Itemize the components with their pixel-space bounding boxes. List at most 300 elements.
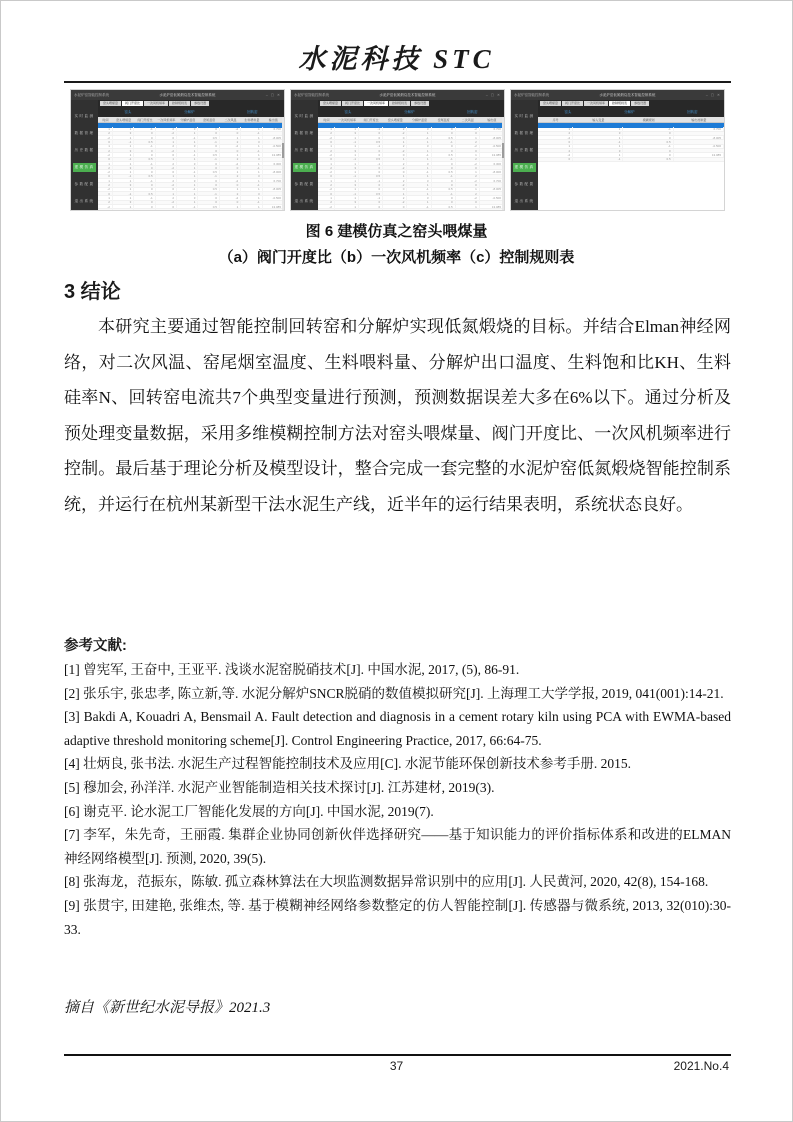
table-cell: -1 <box>177 153 198 157</box>
table-cell: 0 <box>198 200 219 204</box>
reference-item: [2] 张乐宇, 张忠孝, 陈立新,等. 水泥分解炉SNCR脱硝的数值模拟研究[J]. 上海理工大学学报, 2019, 041(001):14-21. <box>64 685 724 701</box>
table-cell: 1 <box>383 192 407 196</box>
table-cell: 1 <box>335 153 359 157</box>
tab-4: 控制规则表 <box>609 101 630 106</box>
table-cell: 1 <box>177 174 198 178</box>
table-cell: -1 <box>623 144 673 148</box>
table-cell <box>156 209 177 210</box>
table-cell: 0 <box>432 200 456 204</box>
table-cell: 1 <box>538 144 573 148</box>
table-cell: 0 <box>432 127 456 131</box>
sidebar-item: 退出系统 <box>294 199 315 203</box>
group-label: 分解炉 <box>183 110 195 114</box>
table-cell: 13.085 <box>480 205 504 209</box>
column-header: 二次风温 <box>461 117 474 122</box>
table-cell: 1 <box>456 136 480 140</box>
conclusion-paragraph: 本研究主要通过智能控制回转窑和分解炉实现低氮煅烧的目标。并结合Elman神经网络，对二次风温、窑尾烟室温度、生料喂料量、分解炉出口温度、生料饱和比KH、生料硅率N、回转窑电流共7个典型变量进行预测，预测数据误差大多在6%以下。通过分析及预处理变量数据，采用多维模糊控制方法对窑头喂煤量、阀门开度比、一次风机频率进行控制。最后基于理论分析及模型设计，整合完成一套完整的水泥炉窑低氮煅烧智能控制系统，并运行在杭州某新型干法水泥生产线，近半年的运行结果表明，系统状态良好。 <box>64 317 731 514</box>
table-cell: 1 <box>241 153 262 157</box>
table-cell: 0 <box>318 157 335 161</box>
table-cell: -1 <box>198 157 219 161</box>
table-cell: 0.5 <box>359 174 383 178</box>
table-cell: 2 <box>220 157 241 161</box>
table-cell: 1 <box>241 179 262 183</box>
table-cell: 0 <box>432 144 456 148</box>
sidebar-item: 历史数据 <box>294 148 315 152</box>
table-cell: -1 <box>241 166 262 170</box>
table-cell: 1 <box>220 187 241 191</box>
table-cell: 0 <box>220 149 241 153</box>
table-cell: 1 <box>113 187 134 191</box>
table-cell: 0 <box>359 187 383 191</box>
table-cell: 1 <box>98 179 113 183</box>
table-cell: 2 <box>98 166 113 170</box>
table-cell: 3 <box>113 200 134 204</box>
table-cell: -1 <box>177 136 198 140</box>
table-cell: 0 <box>134 205 155 209</box>
table-cell: -1 <box>134 144 155 148</box>
table-cell: 2 <box>318 183 335 187</box>
sidebar-item: 退出系统 <box>74 199 95 203</box>
titlebar-app-label: 水泥炉窑智能控制系统 <box>294 92 329 97</box>
sidebar-item: 建模仿真 <box>513 163 536 172</box>
tab-3: 一次风机频率 <box>364 101 388 106</box>
group-label: 窑头 <box>124 110 132 114</box>
table-cell: -1 <box>335 192 359 196</box>
table-cell: 0.5 <box>432 205 456 209</box>
table-cell: 1 <box>241 205 262 209</box>
table-cell: 3 <box>113 183 134 187</box>
sidebar-item: 数据管理 <box>74 131 95 135</box>
table-cell: 0.5 <box>134 174 155 178</box>
column-header: 窑头喂煤量 <box>387 117 403 122</box>
table-cell: -1 <box>241 200 262 204</box>
group-label: 回转窑 <box>247 110 258 114</box>
table-cell <box>241 209 262 210</box>
table-cell: -2 <box>98 187 113 191</box>
app-screenshot-a <box>70 89 285 211</box>
sidebar-item: 历史数据 <box>514 148 535 152</box>
table-cell: 0.5 <box>359 140 383 144</box>
column-header: 二次风温 <box>224 117 237 122</box>
window-body <box>71 100 284 210</box>
table-cell: 13.085 <box>263 205 284 209</box>
table-cell: -1 <box>113 192 134 196</box>
table-cell: -2 <box>383 183 407 187</box>
table-cell: -1 <box>177 205 198 209</box>
table-cell: 0 <box>318 174 335 178</box>
table-cell: 0 <box>432 183 456 187</box>
table-cell: 0 <box>623 149 673 153</box>
table-cell: -1 <box>359 179 383 183</box>
column-header: 序号 <box>552 117 559 122</box>
references-list <box>64 658 731 941</box>
table-cell: 1 <box>407 183 431 187</box>
group-label-row <box>318 108 504 117</box>
table-cell: -1 <box>407 170 431 174</box>
table-cell: 2 <box>318 149 335 153</box>
column-header: 生料喂料量 <box>244 117 260 122</box>
table-cell: 3 <box>407 162 431 166</box>
table-cell: -1 <box>407 153 431 157</box>
table-cell: 1 <box>156 157 177 161</box>
table-cell: 0.5 <box>198 170 219 174</box>
reference-item: [4] 壮炳良, 张书法. 水泥生产过程智能控制技术及应用[C]. 水泥节能环保创新技术参考手册. 2015. <box>64 756 631 772</box>
tab-1: 窑头喂煤量 <box>540 101 561 106</box>
table-cell: -0.500 <box>674 144 724 148</box>
table-cell: 1 <box>113 205 134 209</box>
table-cell: 1 <box>573 153 623 157</box>
tab-3: 一次风机频率 <box>584 101 608 106</box>
column-header: 分解炉温度 <box>411 117 427 122</box>
table-cell: 0 <box>134 149 155 153</box>
table-cell: 0 <box>359 131 383 135</box>
table-cell: 0 <box>383 153 407 157</box>
table-cell: 0 <box>432 131 456 135</box>
table-cell: -8.005 <box>263 187 284 191</box>
table-cell: 3 <box>177 162 198 166</box>
table-cell: 1 <box>456 153 480 157</box>
table-cell: -1 <box>134 179 155 183</box>
table-cell: 2 <box>318 166 335 170</box>
table-cell <box>407 209 431 210</box>
column-header: 窑尾温度 <box>437 117 450 122</box>
tab-5: 参数设置 <box>631 101 649 106</box>
sidebar-item: 建模仿真 <box>293 163 316 172</box>
table-cell: -2 <box>220 162 241 166</box>
table-cell: 1 <box>113 162 134 166</box>
table-cell: 1 <box>335 187 359 191</box>
sidebar-item: 实时监测 <box>514 114 535 118</box>
table-cell: -2 <box>220 179 241 183</box>
reference-item: [8] 张海龙，范振东，陈敏. 孤立森林算法在大坝监测数据异常识别中的应用[J]. 人民黄河, 2020, 42(8), 154-168. <box>64 874 709 890</box>
table-cell: -8.005 <box>674 136 724 140</box>
column-header: 窑头喂煤量 <box>116 117 132 122</box>
table-cell: 0 <box>359 166 383 170</box>
table-cell: 3 <box>177 196 198 200</box>
table-cell: 1 <box>241 170 262 174</box>
table-cell: 1 <box>573 127 623 131</box>
table-cell: 0 <box>220 131 241 135</box>
table-cell: -2 <box>156 200 177 204</box>
table-cell: 6.700 <box>263 127 284 131</box>
table-cell: -2 <box>456 127 480 131</box>
window-controls-icons: – ▢ ✕ <box>705 93 721 97</box>
table-cell: 1 <box>177 183 198 187</box>
table-cell: -1 <box>241 131 262 135</box>
table-cell: 0 <box>359 183 383 187</box>
group-label: 回转窑 <box>467 110 478 114</box>
table-cell: 13.085 <box>480 153 504 157</box>
footer-rule <box>64 1054 731 1056</box>
table-cell: 1 <box>113 170 134 174</box>
table-cell <box>177 209 198 210</box>
column-header: 阀门开度比 <box>137 117 153 122</box>
table-cell: -2 <box>220 196 241 200</box>
table-cell: 13.085 <box>263 153 284 157</box>
table-cell: 1 <box>113 179 134 183</box>
table-cell: 3 <box>407 179 431 183</box>
table-cell: 0 <box>198 196 219 200</box>
table-cell: 0 <box>220 183 241 187</box>
table-cell: -2 <box>156 166 177 170</box>
table-cell: 1 <box>407 149 431 153</box>
table-cell: 2 <box>318 200 335 204</box>
table-cell: 0 <box>538 157 573 161</box>
table-cell: 0.5 <box>432 136 456 140</box>
table-cell: 1 <box>407 166 431 170</box>
table-cell <box>359 209 383 210</box>
table-cell: 1 <box>220 153 241 157</box>
table-cell: 0.5 <box>623 140 673 144</box>
table-cell: 1 <box>98 162 113 166</box>
source-note: 摘自《新世纪水泥导报》2021.3 <box>64 1000 271 1016</box>
table-cell: 1 <box>335 170 359 174</box>
figure-caption-subfigures: （a）阀门开度比（b）一次风机频率（c）控制规则表 <box>218 249 575 266</box>
table-cell: 1 <box>113 144 134 148</box>
table-cell: 0 <box>156 170 177 174</box>
scrollbar-thumb <box>282 143 285 158</box>
table-cell: 3 <box>335 200 359 204</box>
table-cell: -2 <box>538 136 573 140</box>
table-cell: -1 <box>359 196 383 200</box>
table-cell: -1 <box>407 205 431 209</box>
table-cell: 2 <box>456 140 480 144</box>
reference-item: [9] 张贯宇, 田建艳, 张维杰, 等. 基于模糊神经网络参数整定的仿人智能控制[J]. 传感器与微系统, 2013, 32(010):30-33. <box>64 897 731 937</box>
column-header: 一次风机频率 <box>157 117 176 122</box>
table-cell: 1 <box>318 127 335 131</box>
table-cell: 1 <box>241 144 262 148</box>
sidebar-item: 参数配置 <box>514 182 535 186</box>
table-cell: -2 <box>220 144 241 148</box>
table-cell: -1 <box>241 183 262 187</box>
table-cell: 0 <box>98 174 113 178</box>
table-cell: 2 <box>456 192 480 196</box>
column-header: 窑尾温度 <box>203 117 216 122</box>
column-header: 输出值 <box>487 117 497 122</box>
titlebar <box>71 90 284 100</box>
table-cell: 2 <box>456 157 480 161</box>
table-cell: 1 <box>383 157 407 161</box>
table-cell: 0 <box>198 149 219 153</box>
scrollbar-thumb <box>502 143 505 158</box>
table-cell: 1 <box>407 200 431 204</box>
table-cell: -2 <box>98 153 113 157</box>
column-header: 输出控制量 <box>691 117 707 122</box>
table-cell: 1 <box>335 205 359 209</box>
table-cell: 3 <box>241 174 262 178</box>
table-cell: 1 <box>241 127 262 131</box>
table-cell: 0 <box>456 166 480 170</box>
table-cell: -1 <box>432 140 456 144</box>
table-cell: 0.5 <box>432 153 456 157</box>
table-cell: -2 <box>156 149 177 153</box>
table-cell: 2 <box>156 196 177 200</box>
table-cell: 1 <box>156 140 177 144</box>
table-cell: 1 <box>335 136 359 140</box>
table-cell: 1 <box>220 170 241 174</box>
table-cell: 6.700 <box>674 127 724 131</box>
table-cell: 1 <box>407 140 431 144</box>
table-cell: -2 <box>156 131 177 135</box>
table-cell: 2 <box>156 127 177 131</box>
table-cell: -2 <box>383 149 407 153</box>
tab-5: 参数设置 <box>411 101 429 106</box>
table-cell: 6.700 <box>263 179 284 183</box>
table-cell: -1 <box>407 136 431 140</box>
table-cell: 0 <box>134 200 155 204</box>
table-row <box>538 158 724 162</box>
table-cell: 2 <box>383 127 407 131</box>
table-cell: 6.300 <box>480 162 504 166</box>
table-cell: 1 <box>177 192 198 196</box>
table-cell <box>335 209 359 210</box>
table-cell: 0 <box>538 140 573 144</box>
vertical-scrollbar <box>282 117 285 210</box>
table-cell: 2 <box>220 192 241 196</box>
table-cell: 0 <box>456 149 480 153</box>
tab-2: 阀门开度比 <box>562 101 583 106</box>
table-cell: 0 <box>359 170 383 174</box>
table-cell: 1 <box>113 136 134 140</box>
table-cell: -1 <box>359 127 383 131</box>
sidebar-item: 参数配置 <box>74 182 95 186</box>
table-cell: 0 <box>198 179 219 183</box>
table-cell: 3 <box>241 157 262 161</box>
table-cell: -2 <box>318 187 335 191</box>
table-cell: 1 <box>98 144 113 148</box>
reference-item: [5] 穆加会, 孙洋洋. 水泥产业智能制造相关技术探讨[J]. 江苏建材, 2019(3). <box>64 779 495 795</box>
table-cell: 1 <box>241 196 262 200</box>
vertical-scrollbar <box>502 117 505 210</box>
table-cell: 3 <box>177 144 198 148</box>
tab-3: 一次风机频率 <box>144 101 168 106</box>
table-cell: 0 <box>134 170 155 174</box>
reference-item: [7] 李军，朱先奇，王丽霞. 集群企业协同创新伙伴选择研究——基于知识能力的评价指标体系和改进的ELMAN 神经网络模型[J]. 预测, 2020, 39(5). <box>64 827 731 866</box>
table-cell: -2 <box>456 196 480 200</box>
figure-screenshots <box>70 89 726 211</box>
table-cell: 1 <box>241 162 262 166</box>
window-title: 水泥炉窑低氮煅烧技术智能控制系统 <box>599 92 656 97</box>
table-cell: 0 <box>383 170 407 174</box>
sidebar-item: 实时监测 <box>74 114 95 118</box>
table-cell: -1 <box>335 140 359 144</box>
table-cell: -1 <box>335 174 359 178</box>
titlebar-app-label: 水泥炉窑智能控制系统 <box>74 92 109 97</box>
table-cell: 2 <box>98 149 113 153</box>
window-title: 水泥炉窑低氮煅烧技术智能控制系统 <box>159 92 216 97</box>
table-cell: 1 <box>335 162 359 166</box>
table-cell: 0 <box>318 192 335 196</box>
table-cell: 0.5 <box>198 205 219 209</box>
tab-strip <box>98 100 284 108</box>
table-cell: 0 <box>456 183 480 187</box>
table-cell: 0 <box>198 166 219 170</box>
column-header: 时间 <box>323 117 330 122</box>
table-cell: 2 <box>383 162 407 166</box>
sidebar-item: 退出系统 <box>514 199 535 203</box>
table-cell: 2 <box>383 196 407 200</box>
table-cell: -8.000 <box>480 170 504 174</box>
table-cell: 0 <box>156 136 177 140</box>
table-cell: 6.300 <box>263 162 284 166</box>
table-cell: -1 <box>573 140 623 144</box>
table-cell: 0 <box>432 166 456 170</box>
table-cell: -8.005 <box>263 136 284 140</box>
table-cell: 0 <box>432 149 456 153</box>
table-cell: 0.5 <box>432 187 456 191</box>
table-cell: 0 <box>383 136 407 140</box>
table-cell: 2 <box>456 174 480 178</box>
column-header: 输出值 <box>268 117 278 122</box>
column-header: 分解炉温度 <box>180 117 196 122</box>
table-cell: 0 <box>623 136 673 140</box>
reference-item: [3] Bakdi A, Kouadri A, Bensmail A. Fault detection and diagnosis in a cement rotary kiln using PCA with EWMA-based adaptive threshold monitoring scheme[J]. Control Engineering Practice, 2017, 66:64-75. <box>64 709 731 748</box>
table-cell: -1 <box>241 149 262 153</box>
table-cell: -1 <box>134 162 155 166</box>
table-cell: 1 <box>318 162 335 166</box>
window-title: 水泥炉窑低氮煅烧技术智能控制系统 <box>379 92 436 97</box>
tab-2: 阀门开度比 <box>342 101 363 106</box>
table-cell: 1 <box>113 153 134 157</box>
reference-item: [1] 曾宪军, 王奋中, 王亚平. 浅谈水泥窑脱硝技术[J]. 中国水泥, 2017, (5), 86-91. <box>64 662 520 677</box>
table-cell: 0 <box>456 131 480 135</box>
table-cell: 0 <box>359 200 383 204</box>
table-cell: 0 <box>134 136 155 140</box>
table-cell <box>198 209 219 210</box>
table-cell: -1 <box>134 196 155 200</box>
table-cell: 0.5 <box>359 192 383 196</box>
table-cell: 1 <box>407 174 431 178</box>
table-cell: 1 <box>177 157 198 161</box>
table-cell: -1 <box>177 187 198 191</box>
table-cell: 1 <box>383 174 407 178</box>
table-cell: 0 <box>156 153 177 157</box>
table-cell: -2 <box>383 131 407 135</box>
table-cell: -0.500 <box>480 196 504 200</box>
group-label-row <box>98 108 284 117</box>
table-cell: 2 <box>318 131 335 135</box>
table-cell: -1 <box>198 192 219 196</box>
table-cell: 2 <box>220 140 241 144</box>
table-cell: -8.005 <box>480 187 504 191</box>
table-cell: -1 <box>113 157 134 161</box>
table-cell: -2 <box>318 205 335 209</box>
table-cell: 2 <box>156 179 177 183</box>
table-cell: -1 <box>573 157 623 161</box>
table-cell: 3 <box>573 131 623 135</box>
table-cell: 1 <box>177 149 198 153</box>
table-cell: -1 <box>432 192 456 196</box>
group-label: 分解炉 <box>403 110 415 114</box>
table-cell: 1 <box>335 127 359 131</box>
table-cell: 0.5 <box>134 192 155 196</box>
tab-5: 参数设置 <box>191 101 209 106</box>
table-cell: 3 <box>241 140 262 144</box>
table-cell: 1 <box>220 136 241 140</box>
table-cell: 3 <box>573 149 623 153</box>
table-cell: 3 <box>335 149 359 153</box>
group-label: 分解炉 <box>623 110 635 114</box>
table-cell: 3 <box>407 127 431 131</box>
table-cell: 0 <box>359 149 383 153</box>
table-cell: -1 <box>359 144 383 148</box>
table-cell: 1 <box>156 174 177 178</box>
table-cell: 1 <box>335 144 359 148</box>
table-cell: -1 <box>134 127 155 131</box>
table-cell: 2 <box>383 144 407 148</box>
table-cell: 0.5 <box>359 157 383 161</box>
table-cell: 3 <box>241 192 262 196</box>
